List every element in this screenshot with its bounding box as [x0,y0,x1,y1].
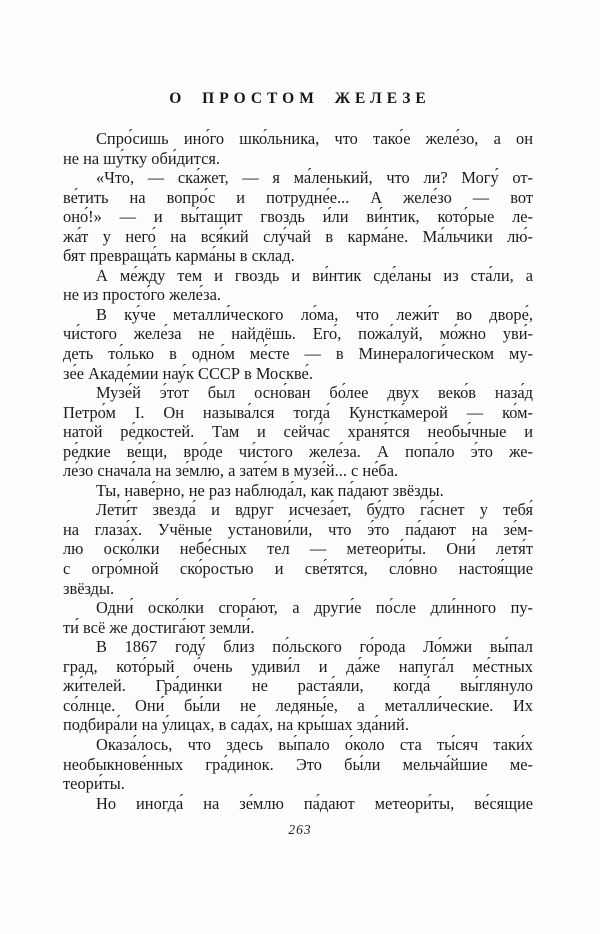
body-text-block [63,129,533,813]
text-line: оно́!» — и вы́тащит гвоздь и́ли ви́нтик, кото́рые ле- [63,207,533,227]
text-line: Лети́т звезда́ и вдруг исчеза́ет, бу́дто га́снет у тебя́ [96,500,533,520]
text-line: В ку́че металли́ческого ло́ма, что лежи́т во дворе́, [96,304,533,324]
text-line: необыкнове́нных гра́динок. Это бы́ли мельча́йшие ме- [63,754,533,774]
text-line: Петро́м I. Он называ́лся тогда́ Кунстка́мерой — ко́м- [63,402,533,422]
text-line: деть то́лько в одно́м ме́сте — в Минералоги́ческом му- [63,344,533,364]
text-line: не из просто́го желе́за. [63,285,221,305]
text-line: Ты, наве́рно, не раз наблюда́л, как па́дают звёзды. [96,480,444,500]
text-line: натой ре́дкостей. Там и сейча́с храня́тся необы́чные и [63,422,533,442]
text-line: со́лнце. Они́ бы́ли не ледяны́е, а металли́ческие. Их [63,695,533,715]
text-line: ве́тить на вопро́с и потрудне́е... А желе́зо — вот [63,187,533,207]
text-line: жи́телей. Гра́динки не раста́яли, когда́ вы́глянуло [63,676,533,696]
text-line: подбира́ли на у́лицах, в сада́х, на кры́шах зда́ний. [63,715,409,735]
text-line: чи́стого желе́за не найдёшь. Его́, пожа́луй, мо́жно уви́- [63,324,533,344]
text-line: Спро́сишь ино́го шко́льника, что тако́е желе́зо, а он [96,129,533,148]
text-line: Музе́й э́тот был осно́ван бо́лее двух веко́в наза́д [96,383,533,403]
text-line: жа́т у него́ на вся́кий слу́чай в карма́не. Ма́льчики лю́- [63,226,533,246]
text-line: Оказа́лось, что здесь вы́пало о́коло ста ты́сяч таки́х [96,734,533,754]
text-line: Одни́ оско́лки сгора́ют, а други́е по́сле дли́нного пу- [96,598,533,618]
text-line: звёзды. [63,578,115,598]
text-line: град, кото́рый о́чень удиви́л и да́же напуга́л ме́стных [63,656,533,676]
text-line: с огро́мной ско́ростью и све́тятся, сло́вно настоя́щие [63,559,533,579]
page-title: О ПРОСТОМ ЖЕЛЕЗЕ [169,90,431,107]
text-line: ти́ всё же достига́ют земли́. [63,617,255,637]
text-line: В 1867 году́ близ по́льского го́рода Ло́мжи вы́пал [96,637,533,657]
text-line: не на шу́тку оби́дится. [63,148,220,168]
text-line: ре́дкие ве́щи, вро́де чи́стого желе́за. А попа́ло э́то же- [63,441,533,461]
text-line: «Что, — ска́жет, — я ма́ленький, что ли? Могу́ от- [96,168,533,188]
text-line: зе́е Акаде́мии нау́к СССР в Москве́. [63,363,313,383]
text-line: теори́ты. [63,774,125,794]
text-line: Но иногда́ на зе́млю па́дают метеори́ты, ве́сящие [96,793,533,813]
text-line: на глаза́х. Учёные установи́ли, что э́то па́дают на зе́м- [63,519,533,539]
text-line: ле́зо снача́ла на зе́млю, а зате́м в музе́й... с не́ба. [63,461,399,481]
text-line: лю оско́лки небе́сных тел — метеори́ты. Они́ летя́т [63,539,533,559]
text-line: бят превраща́ть карма́ны в склад. [63,246,295,266]
page-number: 263 [288,822,312,837]
text-line: А ме́жду тем и гвоздь и ви́нтик сде́ланы из ста́ли, а [96,265,533,285]
